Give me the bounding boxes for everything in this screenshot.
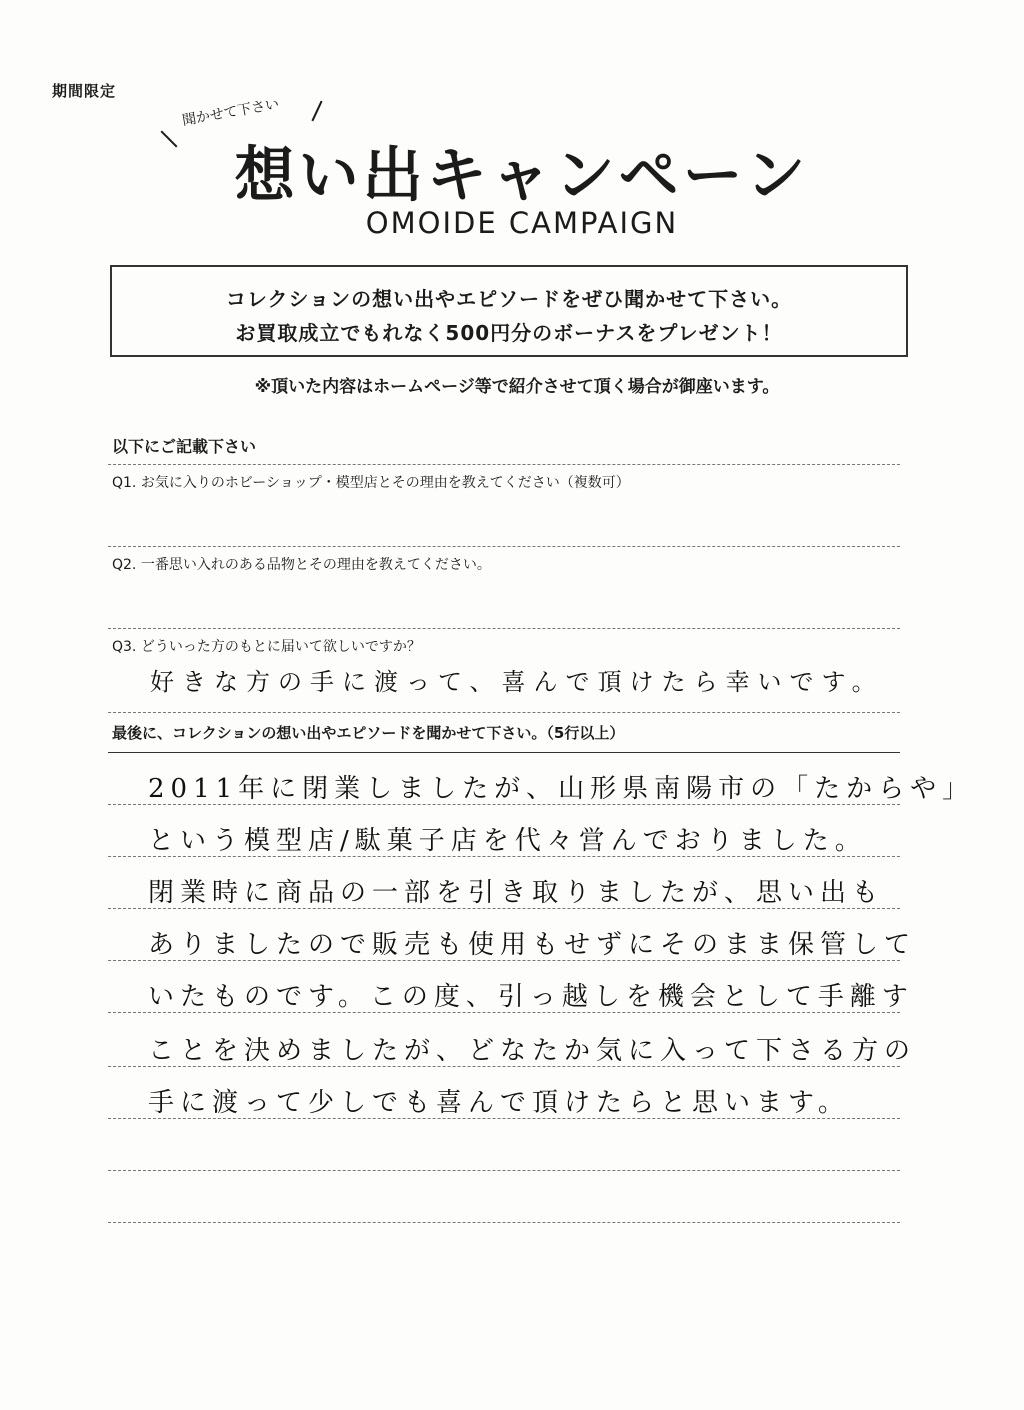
ask-label: 聞かせて下さい: [181, 96, 281, 130]
episode-line-1[interactable]: 2011年に閉業しましたが、山形県南陽市の「たからや」: [148, 774, 975, 804]
episode-rule: [108, 1222, 900, 1223]
episode-rule: [108, 856, 900, 857]
q3-label: Q3. どういった方のもとに届いて欲しいですか？: [112, 639, 421, 655]
disclaimer: ※頂いた内容はホームページ等で紹介させて頂く場合が御座います。: [254, 377, 780, 397]
episode-rule: [108, 1066, 900, 1067]
divider: [108, 546, 900, 547]
campaign-title: 想い出キャンペーン: [234, 141, 810, 211]
episode-rule: [108, 1012, 900, 1013]
form-intro: 以下にご記載下さい: [112, 437, 257, 456]
episode-rule: [108, 960, 900, 961]
episode-line-3[interactable]: 閉業時に商品の一部を引き取りましたが、思い出も: [148, 878, 885, 908]
campaign-subtitle: OMOIDE CAMPAIGN: [365, 206, 679, 240]
episode-line-4[interactable]: ありましたので販売も使用もせずにそのまま保管して: [148, 930, 917, 960]
notice-line-2: お買取成立でもれなく500円分のボーナスをプレゼント！: [235, 321, 783, 345]
divider: [108, 628, 900, 629]
q1-label: Q1. お気に入りのホビーショップ・模型店とその理由を教えてください（複数可）: [112, 475, 630, 491]
episode-rule: [108, 908, 900, 909]
divider: [108, 712, 900, 713]
notice-line-1: コレクションの想い出やエピソードをぜひ聞かせて下さい。: [225, 287, 793, 311]
episode-rule: [108, 1118, 900, 1119]
episode-line-5[interactable]: いたものです。この度、引っ越しを機会として手離す: [148, 982, 914, 1012]
notice-box: [110, 265, 908, 357]
callout-mark-right: [311, 101, 322, 122]
episode-label: 最後に、コレクションの想い出やエピソードを聞かせて下さい。（5行以上）: [112, 724, 625, 742]
q3-answer-field[interactable]: 好きな方の手に渡って、喜んで頂けたら幸いです。: [150, 668, 884, 696]
limited-time-label: 期間限定: [52, 82, 117, 100]
episode-rule: [108, 804, 900, 805]
q2-label: Q2. 一番思い入れのある品物とその理由を教えてください。: [112, 557, 491, 573]
episode-line-6[interactable]: ことを決めましたが、どなたか気に入って下さる方の: [148, 1036, 917, 1066]
episode-divider: [108, 752, 900, 753]
episode-rule: [108, 1170, 900, 1171]
episode-line-7[interactable]: 手に渡って少しでも喜んで頂けたらと思います。: [148, 1088, 850, 1118]
episode-line-2[interactable]: という模型店/駄菓子店を代々営んでおりました。: [148, 826, 867, 856]
divider: [108, 464, 900, 465]
